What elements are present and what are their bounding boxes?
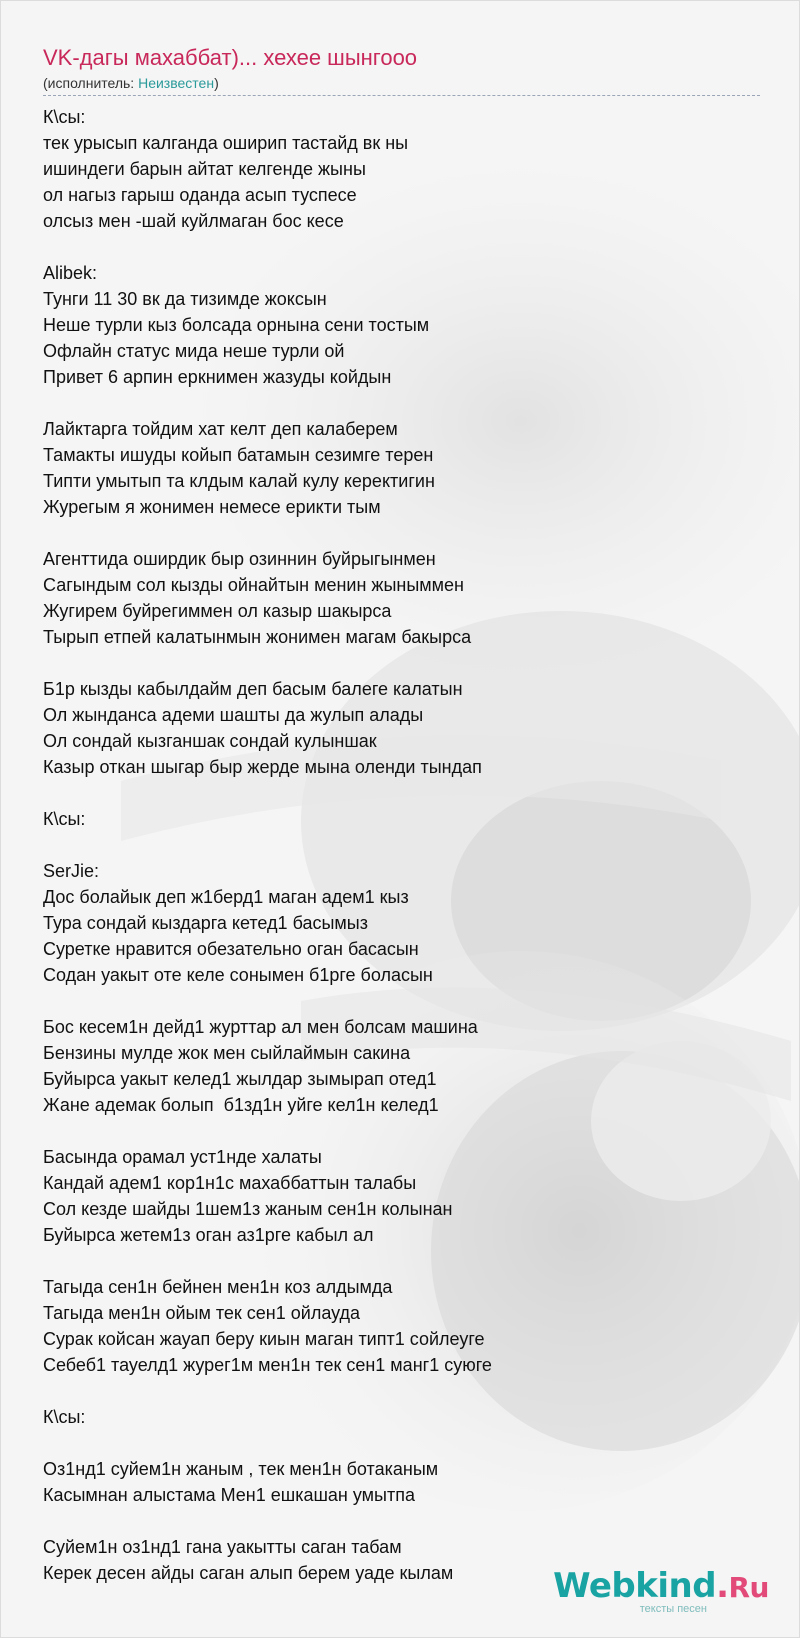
lyric-line: Alibek: [43, 263, 98, 283]
artist-link[interactable]: Неизвестен [138, 75, 215, 91]
lyric-blank-line [43, 1430, 759, 1456]
lyric-line: Суретке нравится обезательно оган басасын [43, 939, 419, 959]
lyric-line: Суйем1н оз1нд1 гана уакытты саган табам [43, 1537, 402, 1557]
lyric-line: Буйырса уакыт келед1 жылдар зымырап отед1 [43, 1069, 437, 1089]
artist-prefix: (исполнитель: [43, 75, 139, 91]
lyric-line: К\сы: [43, 107, 86, 127]
lyric-line: Привет 6 арпин еркнимен жазуды койдын [43, 367, 392, 387]
lyric-line: Бензины мулде жок мен сыйлаймын сакина [43, 1043, 411, 1063]
lyric-line: Оз1нд1 суйем1н жаным , тек мен1н ботаканым [43, 1459, 439, 1479]
site-logo [553, 1566, 769, 1606]
lyric-line: Себеб1 тауелд1 журег1м мен1н тек сен1 манг1 суюге [43, 1355, 492, 1375]
logo-brand: Webkind [553, 1566, 717, 1606]
lyric-line: Тагыда мен1н ойым тек сен1 ойлауда [43, 1303, 361, 1323]
lyric-line: Содан уакыт оте келе сонымен б1рге боласын [43, 965, 433, 985]
lyric-line: Офлайн статус мида неше турли ой [43, 341, 345, 361]
lyric-blank-line [43, 234, 759, 260]
lyric-blank-line [43, 390, 759, 416]
site-watermark [553, 1566, 769, 1615]
lyric-blank-line [43, 832, 759, 858]
logo-tld: Ru [728, 1571, 769, 1604]
lyric-line: Лайктарга тойдим хат келт деп калаберем [43, 419, 398, 439]
lyric-line: Агенттида оширдик быр озиннин буйрыгынмен [43, 549, 436, 569]
lyric-blank-line [43, 1118, 759, 1144]
lyric-line: Дос болайык деп ж1берд1 маган адем1 кыз [43, 887, 409, 907]
logo-dot: . [716, 1566, 729, 1606]
lyrics-content [1, 1, 799, 1586]
lyric-line: Буйырса жетем1з оган аз1рге кабыл ал [43, 1225, 374, 1245]
lyric-line: ишиндеги барын айтат келгенде жыны [43, 159, 366, 179]
lyric-line: Б1р кызды кабылдайм деп басым балеге калатын [43, 679, 463, 699]
lyric-line: К\сы: [43, 809, 86, 829]
lyric-line: Журегым я жонимен немесе ерикти тым [43, 497, 381, 517]
lyric-line: Тунги 11 30 вк да тизимде жоксын [43, 289, 327, 309]
lyric-line: SerJie: [43, 861, 100, 881]
lyric-line: тек урысып калганда оширип тастайд вк ны [43, 133, 409, 153]
lyric-line: Жугирем буйрегиммен ол казыр шакырса [43, 601, 392, 621]
artist-suffix: ) [214, 75, 219, 91]
lyric-line: Тура сондай кыздарга кетед1 басымыз [43, 913, 368, 933]
lyric-line: Казыр откан шыгар быр жерде мына оленди тындап [43, 757, 482, 777]
lyric-blank-line [43, 988, 759, 1014]
lyric-line: Неше турли кыз болсада орнына сени тостым [43, 315, 430, 335]
lyric-line: Ол сондай кызганшак сондай кулыншак [43, 731, 377, 751]
lyric-line: Ол жынданса адеми шашты да жулып алады [43, 705, 424, 725]
lyric-line: Типти умытып та клдым калай кулу керектигин [43, 471, 435, 491]
lyric-blank-line [43, 520, 759, 546]
lyric-line: Тырып етпей калатынмын жонимен магам бакырса [43, 627, 472, 647]
lyric-line: Касымнан алыстама Мен1 ешкашан умытпа [43, 1485, 415, 1505]
lyric-line: Керек десен айды саган алып берем уаде кылам [43, 1563, 454, 1583]
lyric-line: Тагыда сен1н бейнен мен1н коз алдымда [43, 1277, 393, 1297]
lyric-blank-line [43, 1248, 759, 1274]
lyric-line: Сол кезде шайды 1шем1з жаным сен1н колынан [43, 1199, 453, 1219]
lyric-line: олсыз мен -шай куйлмаган бос кесе [43, 211, 344, 231]
lyric-line: Сурак койсан жауап беру киын маган типт1 сойлеуге [43, 1329, 485, 1349]
lyric-blank-line [43, 1508, 759, 1534]
song-title: VK-дагы махаббат)... хехее шынгооо [43, 45, 418, 70]
lyric-line: Кандай адем1 кор1н1с махаббаттын талабы [43, 1173, 417, 1193]
lyric-line: ол нагыз гарыш оданда асып туспесе [43, 185, 357, 205]
logo-tagline: тексты песен [639, 1603, 707, 1615]
lyric-line: Жане адемак болып б1зд1н уйге кел1н келед1 [43, 1095, 439, 1115]
lyric-line: Тамакты ишуды койып батамын сезимге терен [43, 445, 434, 465]
artist-line [43, 73, 760, 96]
lyric-blank-line [43, 1378, 759, 1404]
lyric-blank-line [43, 650, 759, 676]
lyrics-text [43, 104, 759, 1586]
lyric-line: Бос кесем1н дейд1 журттар ал мен болсам машина [43, 1017, 478, 1037]
lyric-line: Сагындым сол кызды ойнайтын менин жыныммен [43, 575, 464, 595]
lyric-line: Басында орамал уст1нде халаты [43, 1147, 322, 1167]
lyric-line: К\сы: [43, 1407, 86, 1427]
lyric-blank-line [43, 780, 759, 806]
